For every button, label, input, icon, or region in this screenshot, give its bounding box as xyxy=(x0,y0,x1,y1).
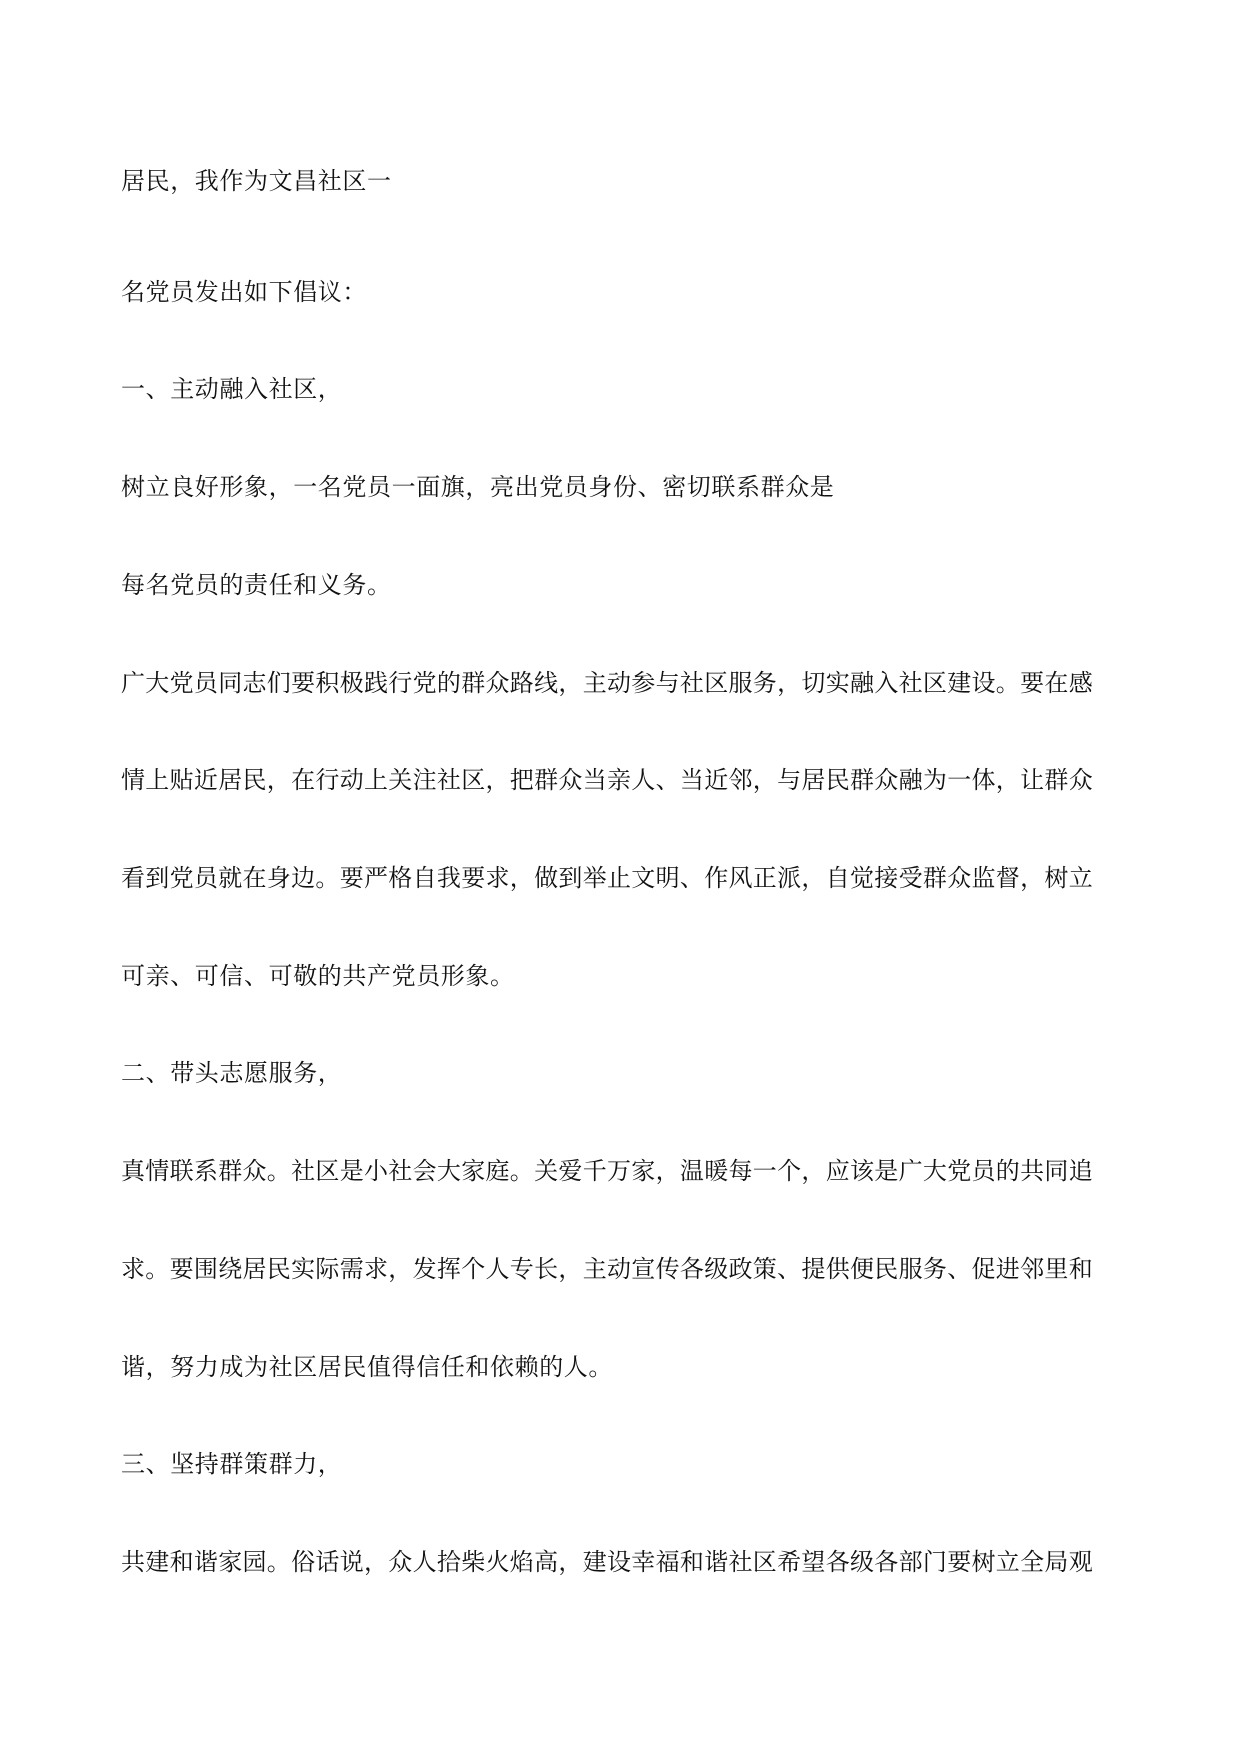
text-line: 求。要围绕居民实际需求，发挥个人专长，主动宣传各级政策、提供便民服务、促进邻里和 xyxy=(121,1255,1093,1283)
text-line: 可亲、可信、可敬的共产党员形象。 xyxy=(121,962,515,990)
text-line: 广大党员同志们要积极践行党的群众路线，主动参与社区服务，切实融入社区建设。要在感 xyxy=(121,669,1093,697)
text-line: 看到党员就在身边。要严格自我要求，做到举止文明、作风正派，自觉接受群众监督，树立 xyxy=(121,864,1093,892)
text-line: 居民，我作为文昌社区一 xyxy=(121,167,392,195)
text-line: 真情联系群众。社区是小社会大家庭。关爱千万家，温暖每一个，应该是广大党员的共同追 xyxy=(121,1157,1093,1185)
section-heading-2: 二、带头志愿服务， xyxy=(121,1059,343,1087)
text-line: 名党员发出如下倡议： xyxy=(121,278,367,306)
text-line: 共建和谐家园。俗话说，众人拾柴火焰高，建设幸福和谐社区希望各级各部门要树立全局观 xyxy=(121,1548,1093,1576)
section-heading-1: 一、主动融入社区， xyxy=(121,375,343,403)
text-line: 树立良好形象，一名党员一面旗，亮出党员身份、密切联系群众是 xyxy=(121,473,835,501)
text-line: 每名党员的责任和义务。 xyxy=(121,571,392,599)
text-line: 谐，努力成为社区居民值得信任和依赖的人。 xyxy=(121,1353,613,1381)
text-line: 情上贴近居民，在行动上关注社区，把群众当亲人、当近邻，与居民群众融为一体，让群众 xyxy=(121,766,1093,794)
section-heading-3: 三、坚持群策群力， xyxy=(121,1450,343,1478)
